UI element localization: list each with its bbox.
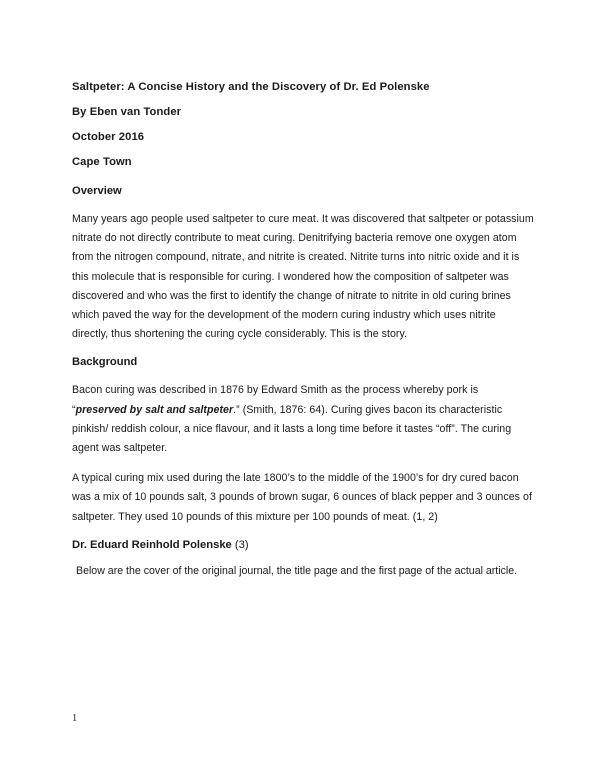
background-heading: Background [72,356,138,369]
place-line: Cape Town [72,156,132,168]
background-p1-before: Bacon curing was described in 1876 by Edward Smith as the process whereby pork is “ [72,384,479,416]
page-number: 1 [72,713,78,724]
saltpeter-quote: preserved by salt and saltpeter [75,403,234,416]
page-content [72,80,534,578]
polenske-heading [72,538,534,552]
polenske-heading-text: Dr. Eduard Reinhold Polenske [72,538,232,551]
journal-images-note: Below are the cover of the original journal, the title page and the first page of the actual article. [76,564,518,577]
polenske-reference: (3) [231,538,249,551]
background-paragraph-2: A typical curing mix used during the late 1800’s to the middle of the 1900’s for dry cured bacon was a mix of 10 pounds salt, 3 pounds of brown sugar, 6 ounces of black pepper and 3 ounces of saltpeter. They used 10 pounds of this mixture per 100 pounds of meat. (1, 2) [72,472,532,523]
overview-heading: Overview [72,185,122,197]
author-line: By Eben van Tonder [72,106,182,118]
background-p1-after: .” (Smith, 1876: 64). Curing gives bacon its characteristic pinkish/ reddish colour, a nice flavour, and it lasts a long time before it tastes “off”. The curing agent was saltpeter. [72,403,512,455]
overview-paragraph: Many years ago people used saltpeter to cure meat. It was discovered that saltpeter or potassium nitrate do not directly contribute to meat curing. Denitrifying bacteria remove one oxygen atom from the nitrogen compound, nitrate, and nitrite is created. Nitrite turns into nitric oxide and it is this molecule that is responsible for curing. I wondered how the composition of saltpeter was discovered and who was the first to identify the change of nitrate to nitrite in old curing brines which paved the way for the development of the modern curing industry which uses nitrite directly, thus shortening the curing cycle considerably. This is the story. [72,213,534,341]
background-paragraph-1 [72,381,534,458]
document-title: Saltpeter: A Concise History and the Discovery of Dr. Ed Polenske [72,81,430,93]
date-line: October 2016 [72,131,145,143]
